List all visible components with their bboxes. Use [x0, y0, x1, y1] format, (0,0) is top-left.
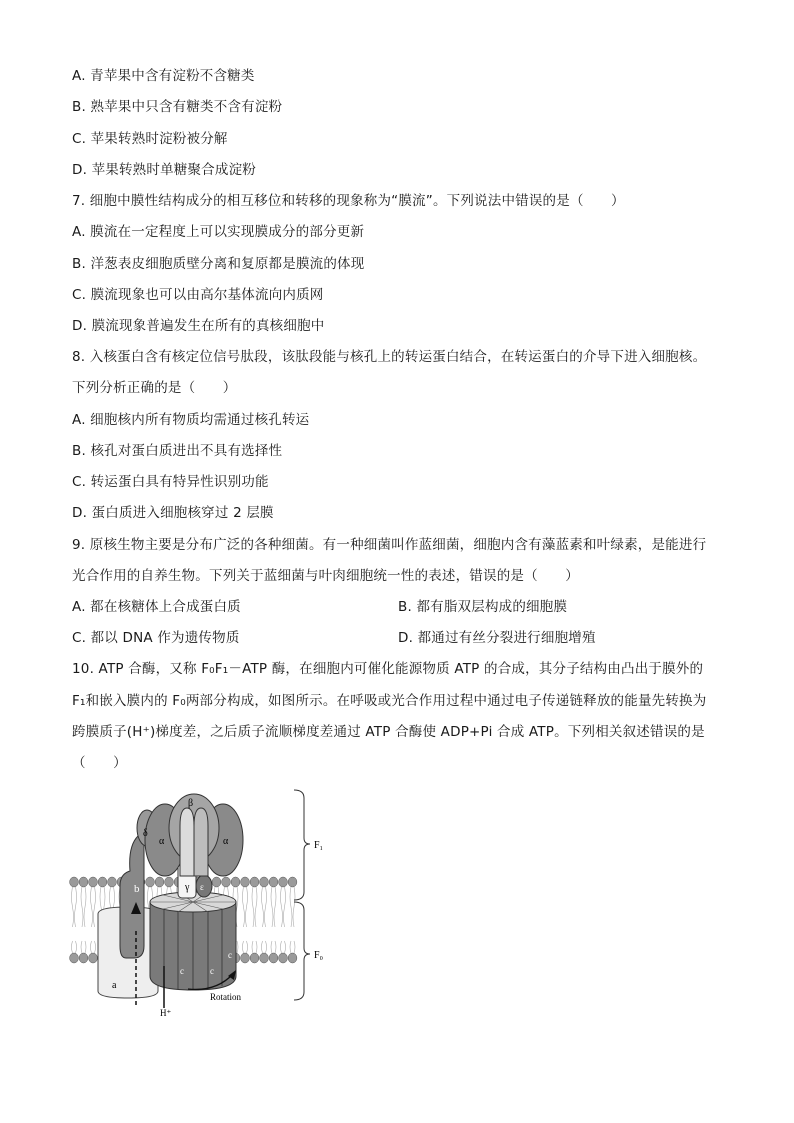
- q10-stem-line-1: 10. ATP 合酶，又称 F₀F₁－ATP 酶，在细胞内可催化能源物质 ATP 的合成，其分子结构由凸出于膜外的: [72, 661, 704, 677]
- lipid-head: [89, 953, 98, 963]
- q6-option-c: C. 苹果转熟时淀粉被分解: [72, 131, 228, 147]
- label-alpha-right: α: [223, 836, 229, 847]
- lipid-head: [212, 877, 221, 887]
- lipid-head: [79, 953, 88, 963]
- lipid-tail: [91, 887, 96, 953]
- subunit-beta-front: [180, 808, 194, 876]
- q10-stem-line-3: 跨膜质子(H⁺)梯度差，之后质子流顺梯度差通过 ATP 合酶使 ADP+Pi 合成 ATP。下列相关叙述错误的是: [72, 724, 705, 740]
- subunit-epsilon: [196, 875, 212, 897]
- q9-option-a: A. 都在核糖体上合成蛋白质: [72, 599, 241, 615]
- q9-stem-line-1: 9. 原核生物主要是分布广泛的各种细菌。有一种细菌叫作蓝细菌，细胞内含有藻蓝素和叶绿素，是能进行: [72, 537, 707, 553]
- q7-option-a: A. 膜流在一定程度上可以实现膜成分的部分更新: [72, 224, 365, 240]
- lipid-head: [279, 953, 288, 963]
- label-c-1: c: [180, 966, 184, 976]
- label-c-3: c: [228, 950, 232, 960]
- lipid-tail: [281, 887, 286, 953]
- lipid-head: [241, 877, 250, 887]
- q7-option-b: B. 洋葱表皮细胞质壁分离和复原都是膜流的体现: [72, 256, 365, 272]
- f0-bracket: [294, 902, 310, 1000]
- label-epsilon: ε: [200, 882, 204, 892]
- lipid-tail: [262, 887, 267, 953]
- q7-option-c: C. 膜流现象也可以由高尔基体流向内质网: [72, 287, 324, 303]
- lipid-tail: [271, 887, 276, 953]
- label-f0: F₀: [314, 950, 324, 961]
- lipid-head: [269, 953, 278, 963]
- q7-option-d: D. 膜流现象普遍发生在所有的真核细胞中: [72, 318, 325, 334]
- lipid-head: [231, 877, 240, 887]
- lipid-head: [89, 877, 98, 887]
- lipid-tail: [243, 887, 248, 953]
- lipid-head: [155, 877, 164, 887]
- lipid-head: [222, 877, 231, 887]
- label-rotation: Rotation: [210, 992, 241, 1002]
- lipid-head: [250, 877, 259, 887]
- lipid-head: [79, 877, 88, 887]
- q6-option-a: A. 青苹果中含有淀粉不含糖类: [72, 68, 255, 84]
- label-c-2: c: [210, 966, 214, 976]
- atp-synthase-diagram: [68, 786, 338, 1018]
- q8-stem-line-2: 下列分析正确的是（ ）: [72, 380, 237, 396]
- lipid-tail: [290, 887, 295, 953]
- q8-option-c: C. 转运蛋白具有特异性识别功能: [72, 474, 269, 490]
- lipid-head: [241, 953, 250, 963]
- label-proton: H⁺: [160, 1008, 172, 1018]
- lipid-head: [269, 877, 278, 887]
- q6-option-d: D. 苹果转熟时单糖聚合成淀粉: [72, 162, 256, 178]
- lipid-head: [70, 953, 79, 963]
- lipid-tail: [252, 887, 257, 953]
- q7-stem: 7. 细胞中膜性结构成分的相互移位和转移的现象称为“膜流”。下列说法中错误的是（ ）: [72, 193, 625, 209]
- lipid-head: [165, 877, 174, 887]
- lipid-head: [260, 953, 269, 963]
- label-beta: β: [188, 798, 194, 809]
- label-gamma: γ: [185, 882, 190, 893]
- lipid-head: [70, 877, 79, 887]
- q8-stem-line-1: 8. 入核蛋白含有核定位信号肽段，该肽段能与核孔上的转运蛋白结合，在转运蛋白的介导下进入细胞核。: [72, 349, 707, 365]
- subunit-b-stalk: [120, 836, 144, 958]
- lipid-head: [98, 877, 107, 887]
- lipid-tail: [72, 887, 77, 953]
- q9-option-b: B. 都有脂双层构成的细胞膜: [398, 599, 568, 615]
- q10-stem-line-2: F₁和嵌入膜内的 F₀两部分构成，如图所示。在呼吸或光合作用过程中通过电子传递链释放的能量先转换为: [72, 693, 707, 709]
- q9-stem-line-2: 光合作用的自养生物。下列关于蓝细菌与叶肉细胞统一性的表述，错误的是（ ）: [72, 568, 579, 584]
- lipid-tail: [81, 887, 86, 953]
- lipid-head: [108, 877, 117, 887]
- q8-option-a: A. 细胞核内所有物质均需通过核孔转运: [72, 412, 310, 428]
- lipid-head: [146, 877, 155, 887]
- label-delta: δ: [143, 828, 148, 839]
- lipid-head: [288, 877, 297, 887]
- label-b: b: [134, 883, 140, 895]
- q8-option-b: B. 核孔对蛋白质进出不具有选择性: [72, 443, 283, 459]
- label-alpha-left: α: [159, 836, 165, 847]
- atp-synthase-figure: [68, 786, 338, 1018]
- lipid-head: [250, 953, 259, 963]
- lipid-head: [260, 877, 269, 887]
- q10-stem-line-4: （ ）: [72, 755, 127, 771]
- lipid-head: [288, 953, 297, 963]
- q6-option-b: B. 熟苹果中只含有糖类不含有淀粉: [72, 99, 283, 115]
- q8-option-d: D. 蛋白质进入细胞核穿过 2 层膜: [72, 505, 274, 521]
- lipid-head: [279, 877, 288, 887]
- q9-option-c: C. 都以 DNA 作为遗传物质: [72, 630, 240, 646]
- label-f1: F₁: [314, 840, 324, 851]
- q9-option-d: D. 都通过有丝分裂进行细胞增殖: [398, 630, 596, 646]
- label-a: a: [112, 980, 117, 991]
- subunit-beta-front-right: [194, 808, 208, 876]
